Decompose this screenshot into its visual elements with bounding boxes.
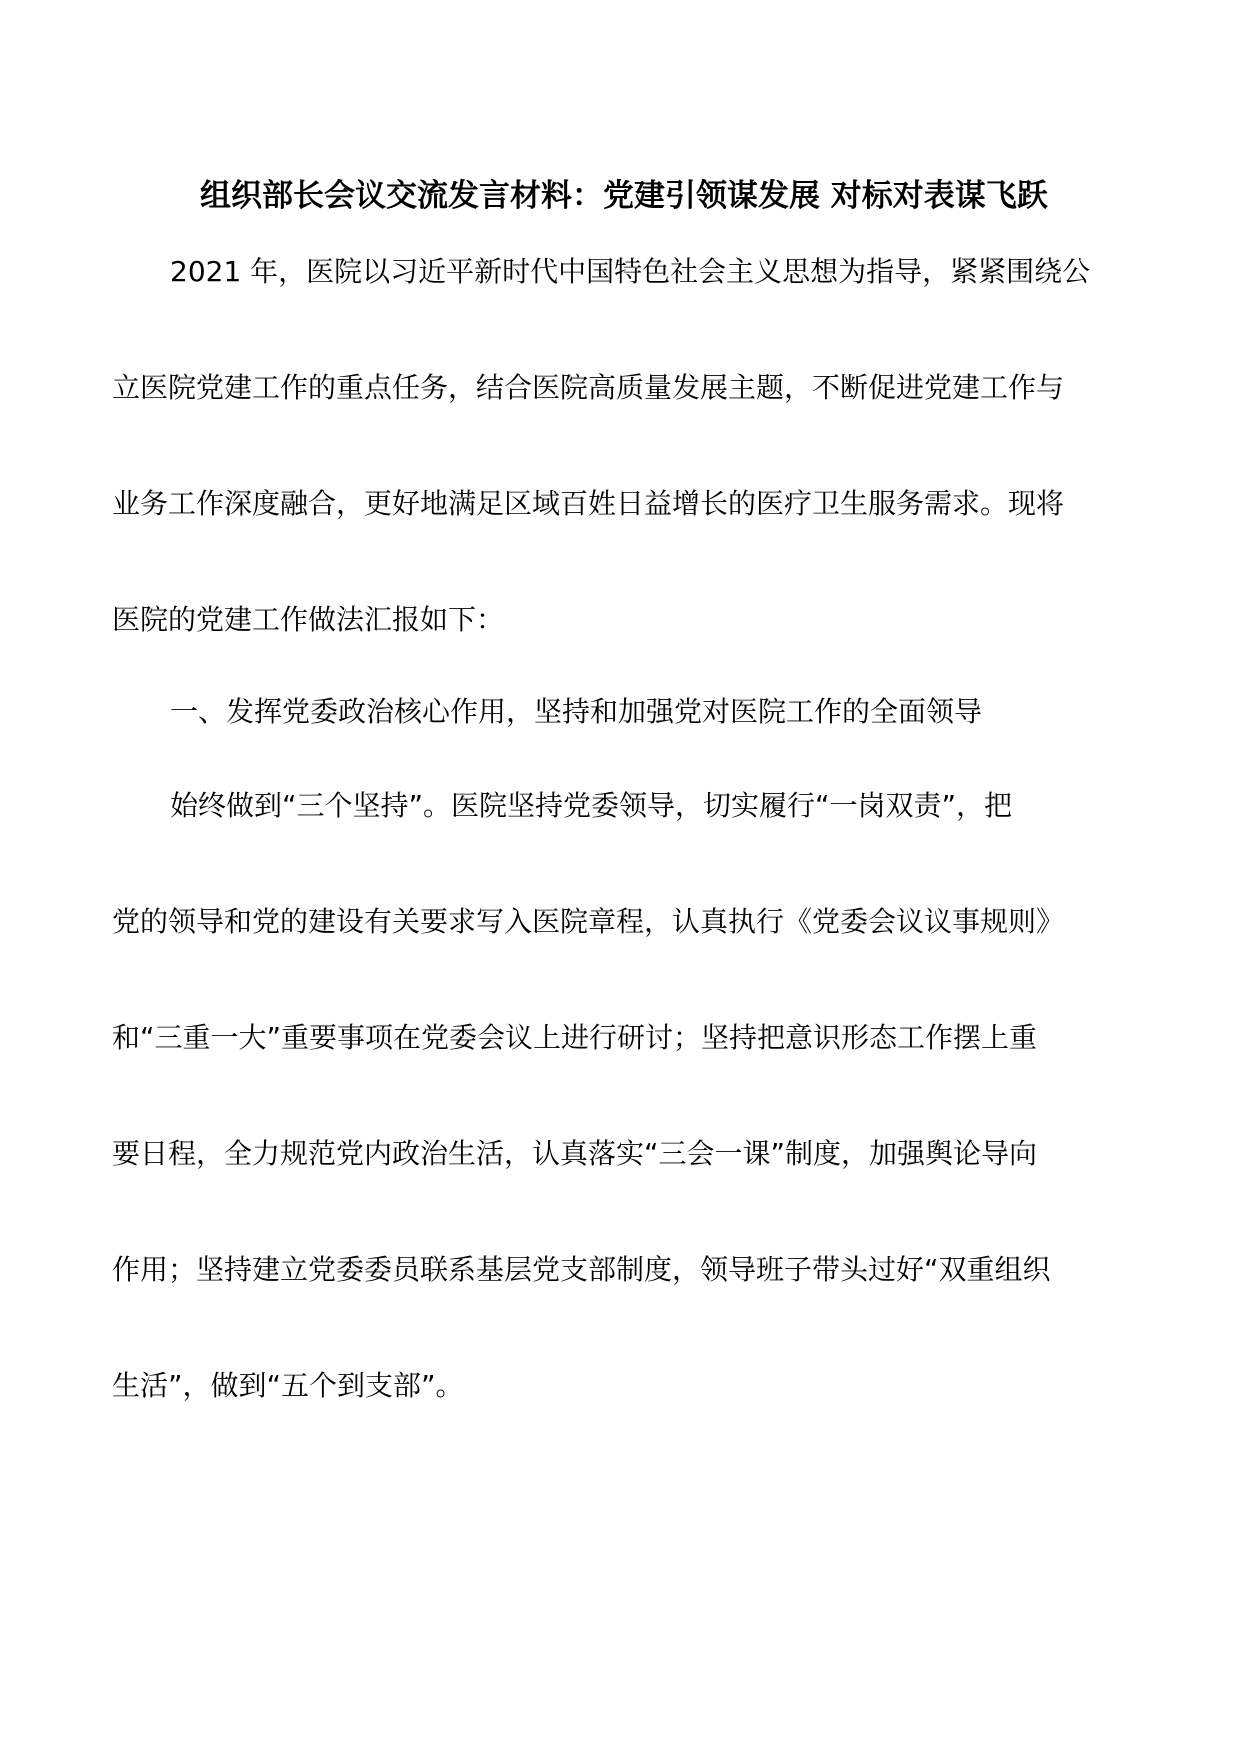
paragraph-line: 党的领导和党的建设有关要求写入医院章程，认真执行《党委会议议事规则》 [112, 905, 1065, 938]
section-heading: 一、发挥党委政治核心作用，坚持和加强党对医院工作的全面领导 [170, 695, 983, 728]
paragraph-line: 作用；坚持建立党委委员联系基层党支部制度，领导班子带头过好“双重组织 [112, 1253, 1051, 1286]
paragraph-line: 业务工作深度融合，更好地满足区域百姓日益增长的医疗卫生服务需求。现将 [112, 487, 1065, 520]
paragraph-line: 和“三重一大”重要事项在党委会议上进行研讨；坚持把意识形态工作摆上重 [112, 1021, 1038, 1054]
paragraph-line: 要日程，全力规范党内政治生活，认真落实“三会一课”制度，加强舆论导向 [112, 1137, 1038, 1170]
paragraph-line: 生活”，做到“五个到支部”。 [112, 1369, 464, 1402]
paragraph-line: 2021 年，医院以习近平新时代中国特色社会主义思想为指导，紧紧围绕公 [170, 255, 1091, 288]
paragraph-line: 医院的党建工作做法汇报如下： [112, 603, 505, 636]
paragraph-line: 立医院党建工作的重点任务，结合医院高质量发展主题，不断促进党建工作与 [112, 371, 1065, 404]
document-title: 组织部长会议交流发言材料：党建引领谋发展 对标对表谋飞跃 [200, 178, 1048, 214]
paragraph-line: 始终做到“三个坚持”。医院坚持党委领导，切实履行“一岗双责”，把 [170, 789, 1013, 822]
